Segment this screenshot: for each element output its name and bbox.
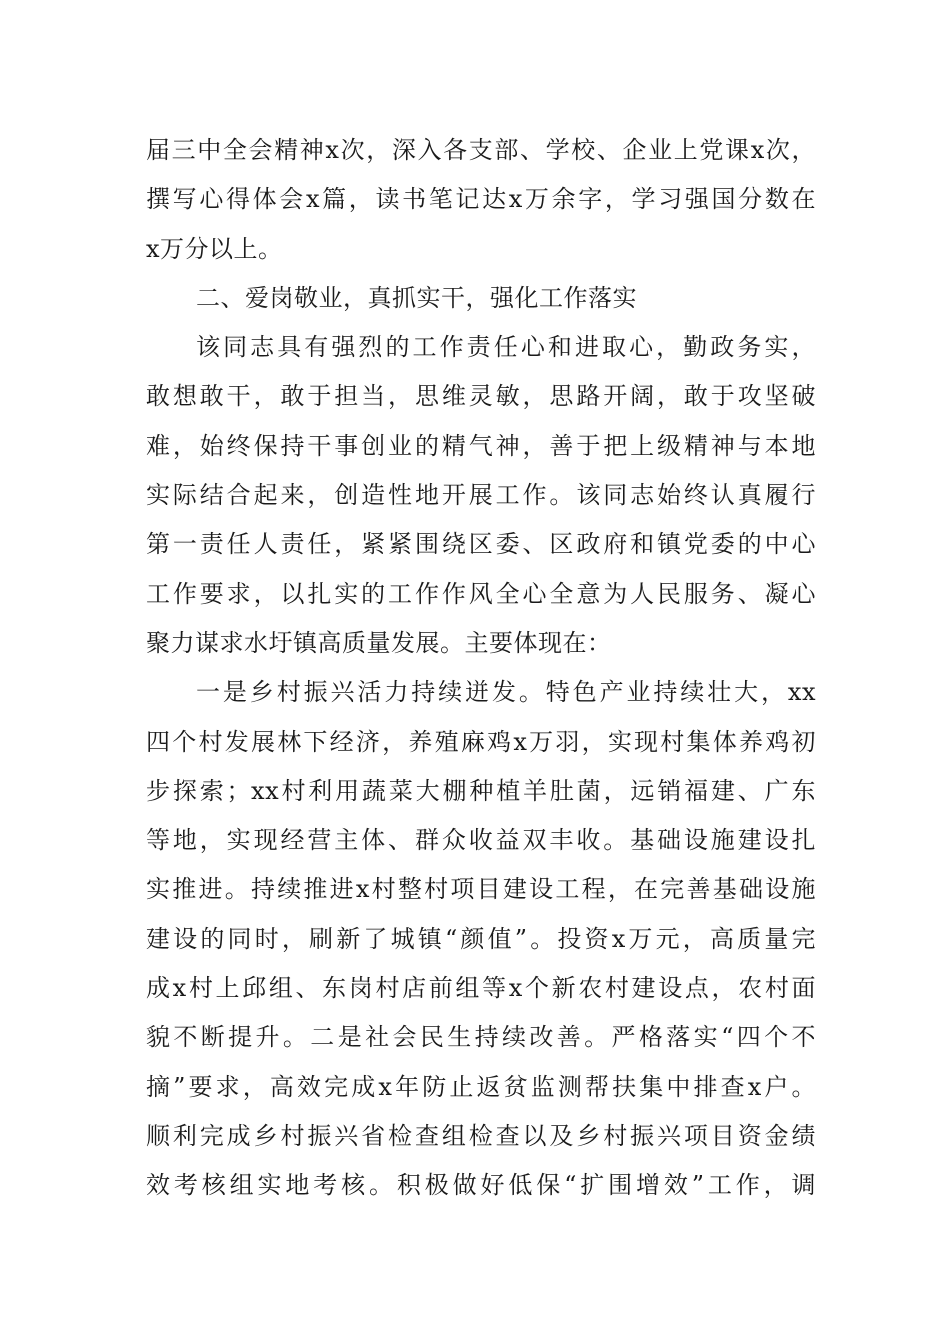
paragraph-line: 等地，实现经营主体、群众收益双丰收。基础设施建设扎 [146, 826, 816, 855]
paragraph-line: x万分以上。 [146, 234, 283, 263]
paragraph-line: 顺利完成乡村振兴省检查组检查以及乡村振兴项目资金绩 [146, 1121, 816, 1150]
paragraph-line: 工作要求，以扎实的工作作风全心全意为人民服务、凝心 [146, 579, 816, 608]
document-body [146, 126, 816, 1211]
paragraph-line: 建设的同时，刷新了城镇“颜值”。投资x万元，高质量完 [146, 924, 816, 953]
paragraph-first-line: 二、爱岗敬业，真抓实干，强化工作落实 [196, 283, 637, 312]
paragraph-line: 摘”要求，高效完成x年防止返贫监测帮扶集中排查x户。 [146, 1072, 816, 1101]
paragraph-line: 貌不断提升。二是社会民生持续改善。严格落实“四个不 [146, 1023, 816, 1052]
paragraph-first-line: 该同志具有强烈的工作责任心和进取心，勤政务实， [196, 333, 816, 362]
paragraph-line: 聚力谋求水圩镇高质量发展。主要体现在： [146, 628, 612, 657]
paragraph-line: 届三中全会精神x次，深入各支部、学校、企业上党课x次， [146, 136, 816, 164]
paragraph-line: 实推进。持续推进x村整村项目建设工程，在完善基础设施 [146, 875, 816, 904]
paragraph-first-line: 一是乡村振兴活力持续迸发。特色产业持续壮大，xx [196, 678, 816, 707]
paragraph-line: 第一责任人责任，紧紧围绕区委、区政府和镇党委的中心 [146, 530, 816, 559]
paragraph-line: 实际结合起来，创造性地开展工作。该同志始终认真履行 [146, 481, 816, 510]
paragraph-line: 撰写心得体会x篇，读书笔记达x万余字，学习强国分数在 [146, 185, 816, 214]
paragraph-line: 难，始终保持干事创业的精气神，善于把上级精神与本地 [146, 431, 816, 460]
paragraph-line: 步探索；xx村利用蔬菜大棚种植羊肚菌，远销福建、广东 [146, 776, 816, 805]
paragraph-line: 成x村上邱组、东岗村店前组等x个新农村建设点，农村面 [146, 974, 816, 1003]
paragraph-line: 敢想敢干，敢于担当，思维灵敏，思路开阔，敢于攻坚破 [146, 382, 816, 411]
paragraph-line: 四个村发展林下经济，养殖麻鸡x万羽，实现村集体养鸡初 [146, 727, 816, 756]
paragraph-line: 效考核组实地考核。积极做好低保“扩围增效”工作，调 [146, 1171, 816, 1200]
